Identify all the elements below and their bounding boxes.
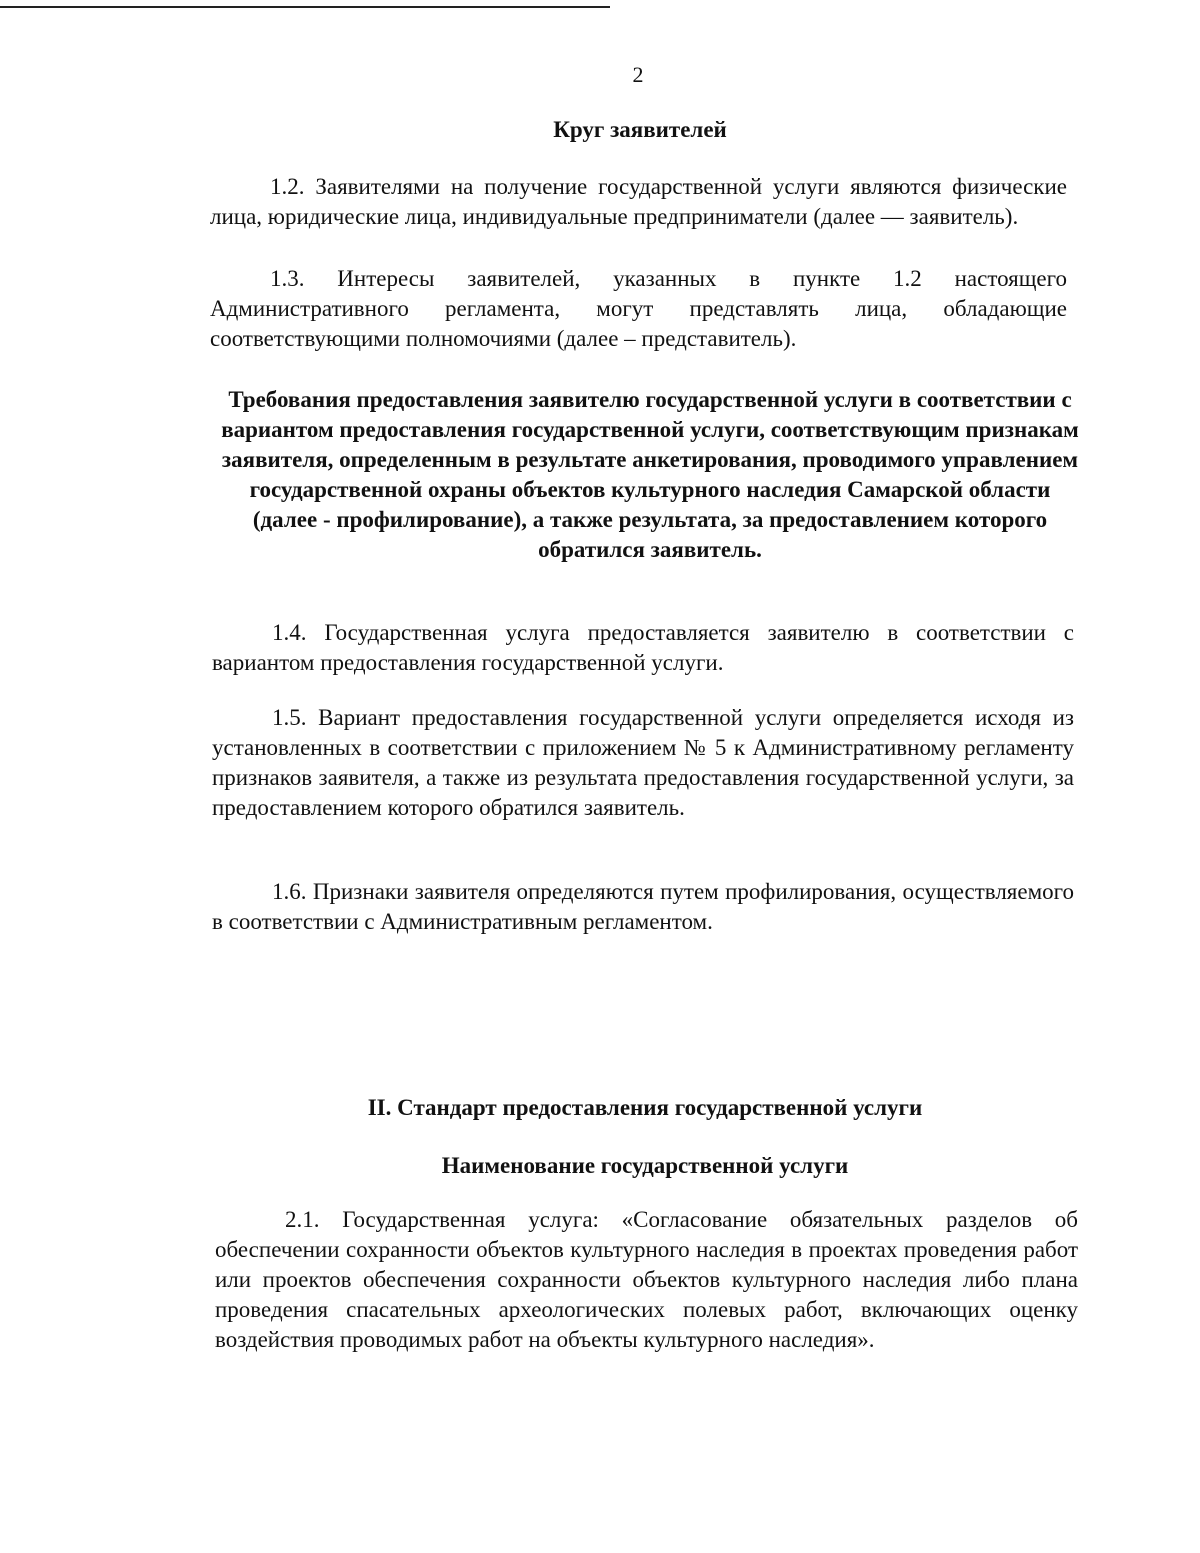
- heading-section-2: II. Стандарт предоставления государственной услуги: [367, 1095, 923, 1120]
- paragraph-2-1: 2.1. Государственная услуга: «Согласование обязательных разделов об обеспечении сохранности объектов культурного наследия в проектах проведения работ или проектов обеспечения сохранности объектов культурного наследия либо плана проведения спасательных археологических полевых работ, включающих оценку воздействия проводимых работ на объекты культурного наследия».: [215, 1207, 1078, 1352]
- heading-applicants: Круг заявителей: [553, 117, 727, 142]
- paragraph-1-6: 1.6. Признаки заявителя определяются путем профилирования, осуществляемого в соответствии с Административным регламентом.: [212, 879, 1074, 934]
- paragraph-1-5: 1.5. Вариант предоставления государственной услуги определяется исходя из установленных в соответствии с приложением № 5 к Административному регламенту признаков заявителя, а также из результата предоставления государственной услуги, за предоставлением которого обратился заявитель.: [212, 705, 1074, 820]
- heading-service-name: Наименование государственной услуги: [441, 1153, 849, 1178]
- scan-artifact-line: [0, 6, 610, 8]
- paragraph-1-4: 1.4. Государственная услуга предоставляется заявителю в соответствии с вариантом предоставления государственной услуги.: [212, 620, 1074, 675]
- page-number: 2: [632, 62, 644, 87]
- heading-requirements: Требования предоставления заявителю государственной услуги в соответствии с вариантом предоставления государственной услуги, соответствующим признакам заявителя, определенным в результате анкетирования, проводимого управлением государственной охраны объектов культурного наследия Самарской области (далее - профилирование), а также результата, за предоставлением которого обратился заявитель.: [221, 387, 1079, 562]
- paragraph-1-2: 1.2. Заявителями на получение государственной услуги являются физические лица, юридические лица, индивидуальные предприниматели (далее — заявитель).: [210, 174, 1067, 229]
- paragraph-1-3: 1.3. Интересы заявителей, указанных в пункте 1.2 настоящего Административного регламента, могут представлять лица, обладающие соответствующими полномочиями (далее – представитель).: [210, 266, 1067, 351]
